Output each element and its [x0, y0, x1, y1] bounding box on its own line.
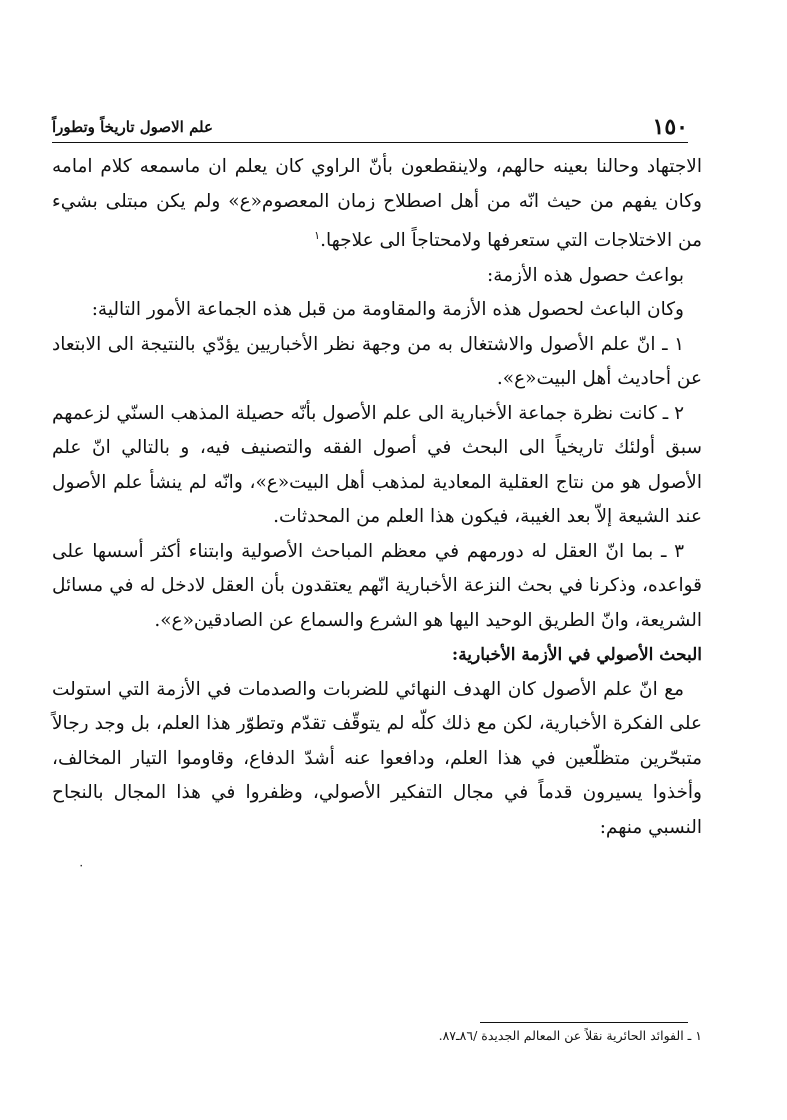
- list-item-3: ٣ ـ بما انّ العقل له دورمهم في معظم المباحث الأصولية وابتناء أكثر أسسها على قواعده، وذكرنا في بحث النزعة الأخبارية انّهم يعتقدون بأن العقل لادخل له في مسائل الشريعة، وانّ الطريق الوحيد اليها هو الشرع والسماع عن الصادقين«ع».: [52, 540, 702, 631]
- paragraph-section: مع انّ علم الأصول كان الهدف النهائي للضربات والصدمات في الأزمة التي استولت على الفكرة الأخبارية، لكن مع ذلك كلّه لم يتوقّف تقدّم وتطوّر هذا العلم، بل وجد رجالاً متبحّرين متظلّعين في هذا العلم، ودافعوا عنه أشدّ الدفاع، وقاوموا التيار المخالف، وأخذوا يسيرون قدماً في مجال التفكير الأصولي، وظفروا في هذا المجال بالنجاح النسبي منهم:: [52, 678, 702, 838]
- paragraph-continuation: [52, 150, 702, 259]
- footnote-divider: [480, 1022, 688, 1023]
- page-number: ١٥٠: [652, 114, 688, 140]
- section-heading: البحث الأصولي في الأزمة الأخبارية:: [451, 645, 702, 666]
- paragraph-text: الاجتهاد وحالنا بعينه حالهم، ولاينقطعون بأنّ الراوي كان يعلم ان ماسمعه كلام امامه وكان يفهم من حيث انّه من أهل اصطلاح زمان المعصوم«ع» ولم يكن مبتلى بشيء من الاختلاجات التي ستعرفها ولامحتاجاً الى علاجها.: [52, 156, 702, 252]
- section-heading-causes: بواعث حصول هذه الأزمة:: [486, 264, 684, 286]
- margin-mark: ٠: [78, 858, 85, 872]
- footnote: ١ ـ الفوائد الحائرية نقلاً عن المعالم الجديدة /٨٦ـ٨٧.: [438, 1028, 702, 1043]
- footnote-ref: ١: [314, 229, 321, 242]
- list-item-1: ١ ـ انّ علم الأصول والاشتغال به من وجهة نظر الأخباريين يؤدّي بالنتيجة الى الابتعاد عن أحاديث أهل البيت«ع».: [52, 333, 702, 390]
- running-header: [52, 112, 688, 143]
- list-item-2: ٢ ـ كانت نظرة جماعة الأخبارية الى علم الأصول بأنّه حصيلة المذهب السنّي لزعمهم سبق أولئك تاريخياً الى البحث في أصول الفقه والتصنيف فيه، و بالتالي انّ علم الأصول هو من نتاج العقلية المعادية لمذهب أهل البيت«ع»، وانّه لم ينشأ علم الأصول عند الشيعة إلاّ بعد الغيبة، فيكون هذا العلم من المحدثات.: [52, 402, 702, 528]
- running-title: علم الاصول تاريخاً وتطوراً: [52, 118, 213, 136]
- paragraph-intro: وكان الباعث لحصول هذه الأزمة والمقاومة من قبل هذه الجماعة الأمور التالية:: [91, 299, 684, 321]
- body-text: [52, 150, 702, 845]
